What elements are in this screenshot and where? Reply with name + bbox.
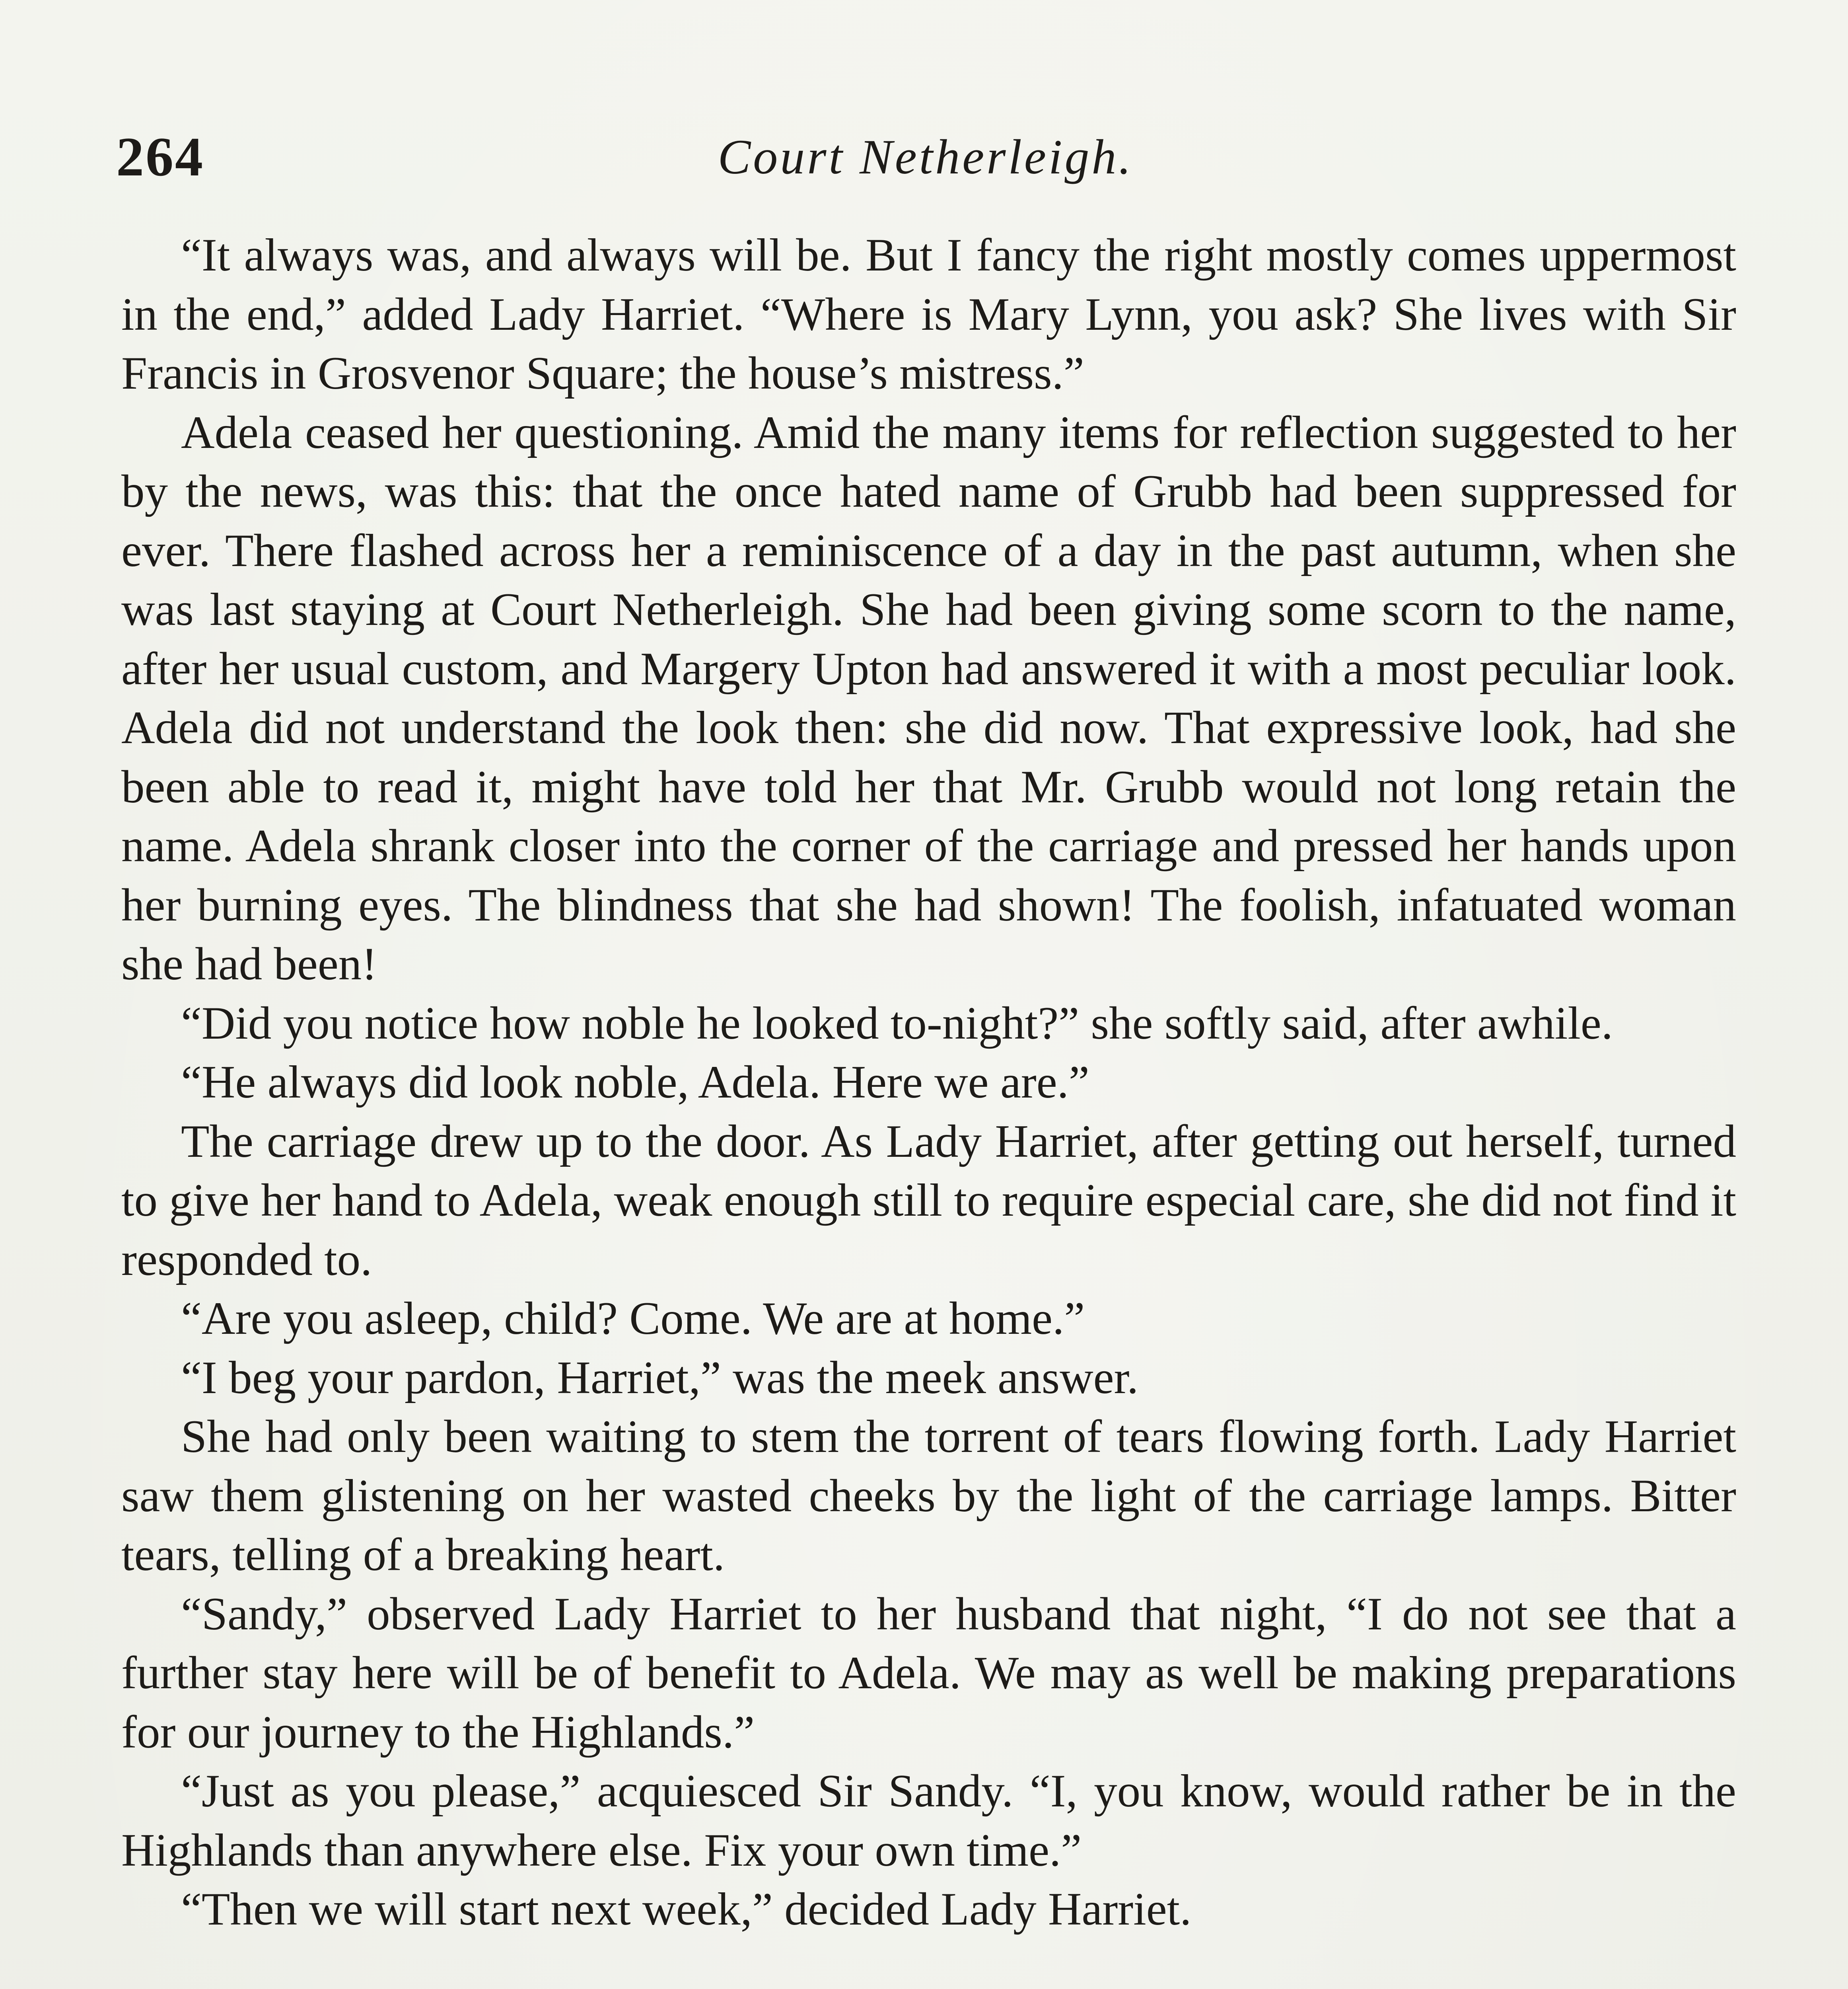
running-title: Court Netherleigh. [718, 130, 1134, 184]
paragraph: “Then we will start next week,” decided Lady Harriet. [181, 1884, 1192, 1935]
paragraph: “Just as you please,” acquiesced Sir Sandy. “I, you know, would rather be in the Highlands than anywhere else. Fix your own time.” [121, 1765, 1736, 1876]
running-header [116, 119, 1735, 195]
paragraph: “It always was, and always will be. But I fancy the right mostly comes uppermost in the end,” added Lady Harriet. “Where is Mary Lynn, you ask? She lives with Sir Francis in Grosvenor Square; the house’s mistress.” [121, 230, 1736, 399]
paragraph: She had only been waiting to stem the torrent of tears flowing forth. Lady Harriet saw them glistening on her wasted cheeks by the light of the carriage lamps. Bitter tears, telling of a breaking heart. [121, 1411, 1736, 1580]
paragraph: “Did you notice how noble he looked to-night?” she softly said, after awhile. [181, 997, 1613, 1049]
body-text [121, 226, 1736, 1939]
paragraph: “I beg your pardon, Harriet,” was the meek answer. [181, 1352, 1139, 1403]
paragraph: The carriage drew up to the door. As Lady Harriet, after getting out herself, turned to give her hand to Adela, weak enough still to require especial care, she did not find it responded to. [121, 1115, 1736, 1285]
paragraph: “Are you asleep, child? Come. We are at home.” [181, 1293, 1085, 1344]
paragraph: Adela ceased her questioning. Amid the many items for reflection suggested to her by the news, was this: that the once hated name of Grubb had been suppressed for ever. There flashed across her a reminiscence of a day in the past autumn, when she was last staying at Court Netherleigh. She had been giving some scorn to the name, after her usual custom, and Margery Upton had answered it with a most peculiar look. Adela did not understand the look then: she did now. That expressive look, had she been able to read it, might have told her that Mr. Grubb would not long retain the name. Adela shrank closer into the corner of the carriage and pressed her hands upon her burning eyes. The blindness that she had shown! The foolish, infatuated woman she had been! [121, 407, 1736, 990]
paragraph: “Sandy,” observed Lady Harriet to her husband that night, “I do not see that a further stay here will be of benefit to Adela. We may as well be making preparations for our journey to the Highlands.” [121, 1588, 1736, 1758]
paragraph: “He always did look noble, Adela. Here we are.” [181, 1057, 1089, 1108]
page-number: 264 [116, 126, 204, 188]
